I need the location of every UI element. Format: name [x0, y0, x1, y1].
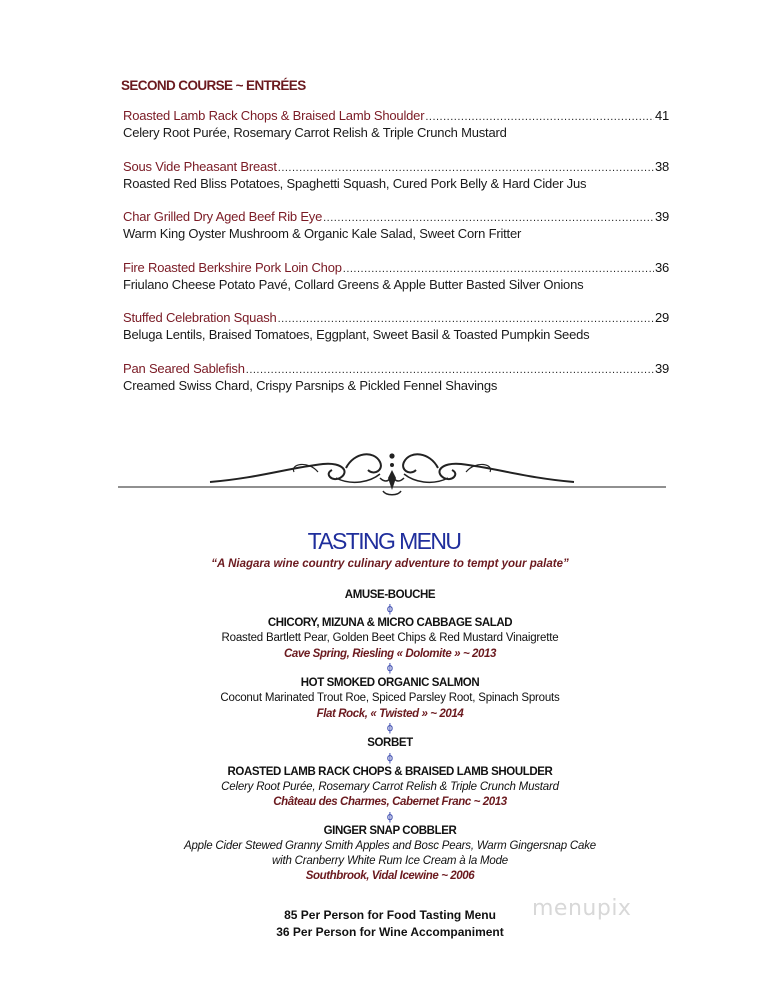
dot-leader: [343, 263, 654, 275]
menu-item: [123, 209, 669, 241]
course-dessert-description-2: with Cranberry White Rum Ice Cream à la Mode: [272, 855, 508, 867]
course-salad-wine: Cave Spring, Riesling « Dolomite » ~ 2013: [283, 648, 497, 660]
item-price: 36: [654, 260, 669, 275]
item-description: Roasted Red Bliss Potatoes, Spaghetti Squash, Cured Pork Belly & Hard Cider Jus: [123, 176, 587, 191]
item-description: Warm King Oyster Mushroom & Organic Kale Salad, Sweet Corn Fritter: [123, 226, 522, 241]
menu-item: [123, 260, 669, 292]
tasting-menu-title: TASTING MENU: [307, 528, 461, 554]
course-salmon-description: Coconut Marinated Trout Roe, Spiced Parsley Root, Spinach Sprouts: [220, 692, 560, 704]
menu-item: [123, 108, 669, 140]
course-dessert-description: Apple Cider Stewed Granny Smith Apples and Bosc Pears, Warm Gingersnap Cake: [184, 840, 596, 852]
dot-leader: [246, 364, 654, 376]
flourish-divider: [118, 438, 666, 502]
item-name: Char Grilled Dry Aged Beef Rib Eye: [123, 209, 323, 224]
item-description: Friulano Cheese Potato Pavé, Collard Greens & Apple Butter Basted Silver Onions: [123, 277, 584, 292]
watermark: menupix: [532, 896, 632, 921]
separator-phi-icon: ϕ: [386, 662, 394, 674]
item-name: Stuffed Celebration Squash: [123, 310, 277, 325]
course-lamb-description: Celery Root Purée, Rosemary Carrot Relish & Triple Crunch Mustard: [221, 781, 559, 793]
menu-item: [123, 159, 669, 191]
item-name: Sous Vide Pheasant Breast: [123, 159, 277, 174]
course-lamb-wine: Château des Charmes, Cabernet Franc ~ 2013: [273, 796, 507, 808]
tagline: “A Niagara wine country culinary adventure to tempt your palate”: [211, 558, 569, 570]
menu-item: [123, 361, 669, 393]
course-lamb: ROASTED LAMB RACK CHOPS & BRAISED LAMB SHOULDER: [227, 766, 553, 778]
course-salmon-wine: Flat Rock, « Twisted » ~ 2014: [316, 708, 464, 720]
dot-leader: [278, 162, 654, 174]
separator-phi-icon: ϕ: [386, 722, 394, 734]
menu-item: [123, 310, 669, 342]
course-salmon: HOT SMOKED ORGANIC SALMON: [300, 677, 480, 689]
item-price: 39: [654, 209, 669, 224]
course-salad-description: Roasted Bartlett Pear, Golden Beet Chips & Red Mustard Vinaigrette: [221, 632, 559, 644]
item-price: 41: [654, 108, 669, 123]
item-description: Beluga Lentils, Braised Tomatoes, Eggplant, Sweet Basil & Toasted Pumpkin Seeds: [123, 327, 590, 342]
course-amuse: AMUSE-BOUCHE: [344, 589, 436, 601]
wine-price: 36 Per Person for Wine Accompaniment: [276, 925, 504, 939]
course-dessert: GINGER SNAP COBBLER: [323, 825, 457, 837]
separator-phi-icon: ϕ: [386, 811, 394, 823]
item-name: Fire Roasted Berkshire Pork Loin Chop: [123, 260, 342, 275]
item-price: 39: [654, 361, 669, 376]
item-price: 29: [654, 310, 669, 325]
item-description: Celery Root Purée, Rosemary Carrot Relish & Triple Crunch Mustard: [123, 125, 507, 140]
item-description: Creamed Swiss Chard, Crispy Parsnips & Pickled Fennel Shavings: [123, 378, 498, 393]
item-name: Roasted Lamb Rack Chops & Braised Lamb Shoulder: [123, 108, 425, 123]
dot-leader: [425, 111, 654, 123]
course-salad: CHICORY, MIZUNA & MICRO CABBAGE SALAD: [267, 617, 513, 629]
course-dessert-wine: Southbrook, Vidal Icewine ~ 2006: [305, 870, 475, 882]
separator-phi-icon: ϕ: [386, 752, 394, 764]
separator-phi-icon: ϕ: [386, 603, 394, 615]
item-name: Pan Seared Sablefish: [123, 361, 245, 376]
dot-leader: [323, 212, 654, 224]
dot-leader: [278, 313, 654, 325]
item-price: 38: [654, 159, 669, 174]
food-price: 85 Per Person for Food Tasting Menu: [284, 908, 496, 922]
course-sorbet: SORBET: [367, 737, 413, 749]
section-title: SECOND COURSE ~ ENTRÉES: [121, 78, 306, 93]
